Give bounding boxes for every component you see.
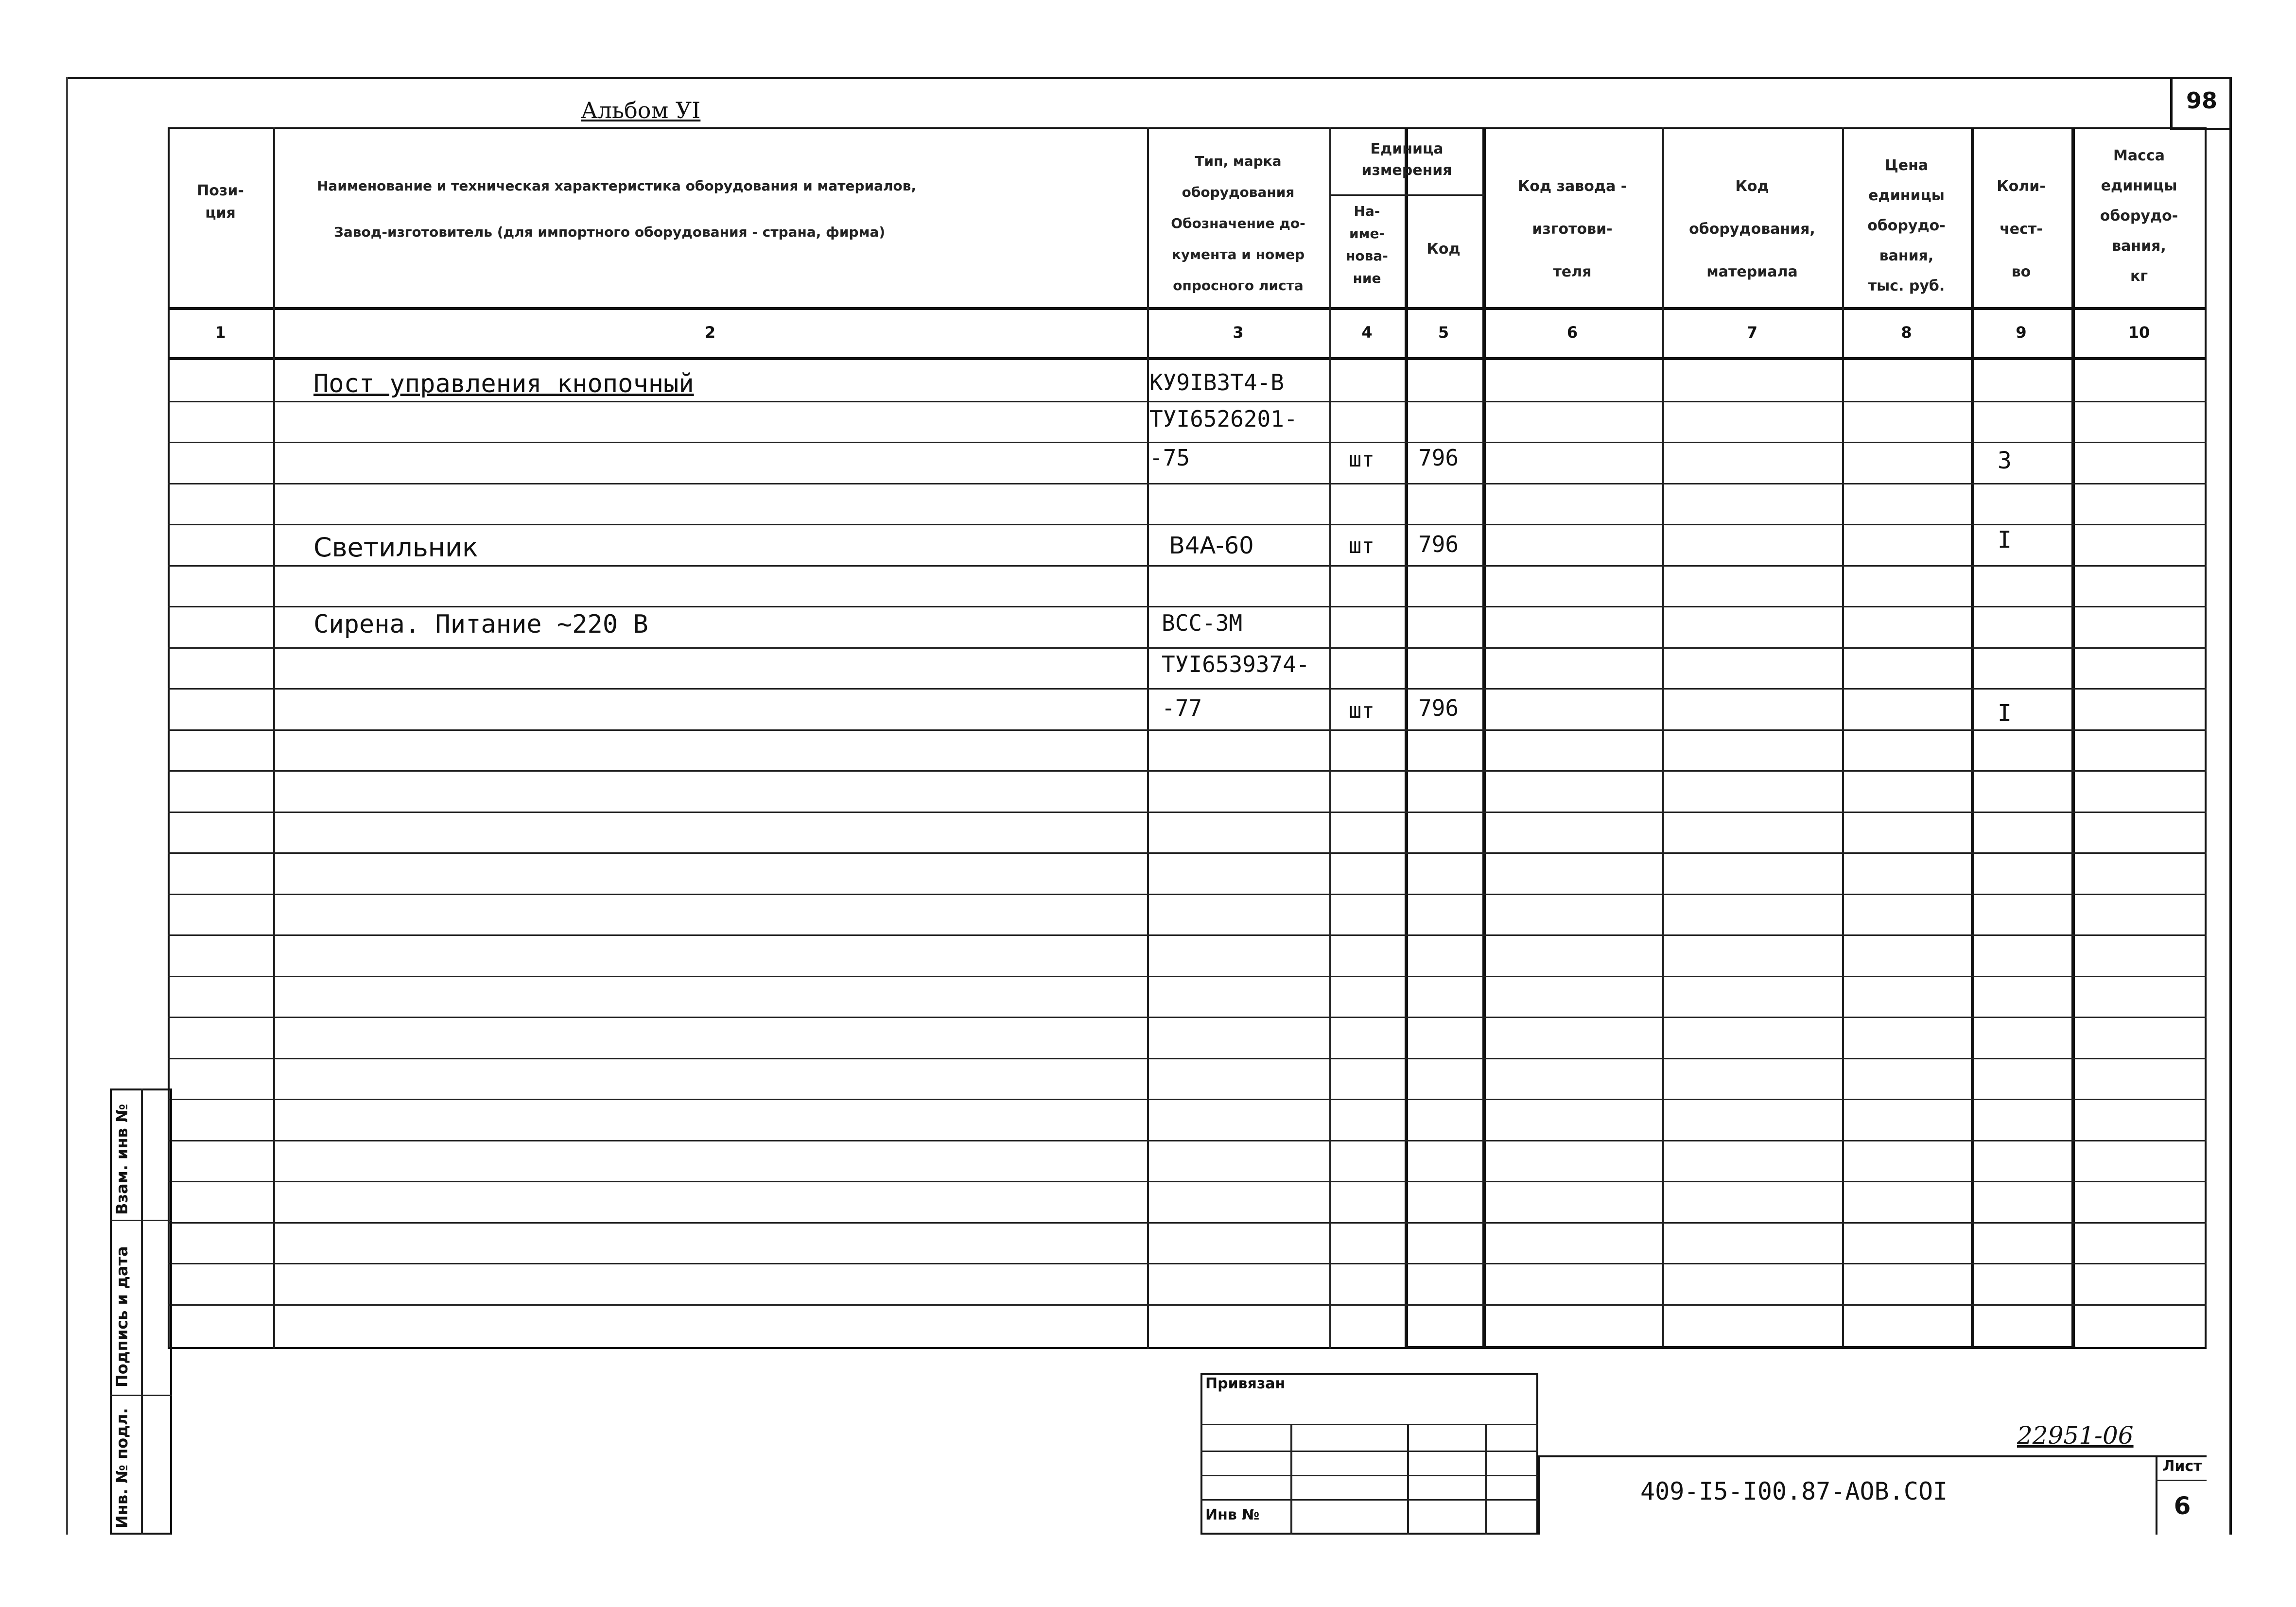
- privyazan-line-4: [1200, 1499, 1538, 1501]
- row-line: [168, 647, 2207, 649]
- col2-header-line1: Наименование и техническая характеристика оборудования и материалов,: [317, 178, 917, 194]
- col4-header: На- име- нова- ние: [1346, 203, 1388, 286]
- col-line-4: [1405, 127, 1408, 1349]
- row-1-name: Пост управления кнопочный: [313, 369, 694, 398]
- col5-header: Код: [1426, 241, 1461, 258]
- row-line: [168, 1263, 2207, 1264]
- row-5-qty: I: [1998, 526, 2012, 553]
- side-stamp-divider: [141, 1089, 143, 1535]
- colnum-5: 5: [1438, 323, 1449, 342]
- list-number: 6: [2174, 1492, 2191, 1520]
- row-line: [168, 976, 2207, 977]
- row-line: [168, 565, 2207, 567]
- row-9-type: -77: [1162, 695, 1202, 721]
- side-stamp-line-2: [110, 1395, 172, 1396]
- row-line: [168, 894, 2207, 895]
- row-2-type: ТУI6526201-: [1149, 406, 1298, 432]
- row-line: [168, 1222, 2207, 1224]
- row-line: [168, 1140, 2207, 1141]
- album-title: Альбом УI: [581, 97, 701, 123]
- col-line-1: [273, 127, 275, 1349]
- row-line: [168, 1058, 2207, 1059]
- side-inv-podl: Инв. № подл.: [113, 1408, 131, 1528]
- row-5-name: Светильник: [313, 532, 478, 563]
- col1-header: Пози- ция: [197, 182, 244, 222]
- col6-header: Код завода - изготови- теля: [1517, 178, 1627, 280]
- side-vzam: Взам. инв №: [113, 1104, 131, 1215]
- privyazan-line-1: [1200, 1424, 1538, 1425]
- col-line-8: [1971, 127, 1974, 1349]
- row-7-type: ВСС-ЗМ: [1162, 610, 1243, 636]
- col-line-9: [2071, 127, 2075, 1349]
- row-3-unit: шт: [1349, 447, 1374, 472]
- colnum-3: 3: [1233, 323, 1244, 342]
- privyazan-col-1: [1290, 1424, 1292, 1535]
- col-line-2: [1147, 127, 1149, 1349]
- row-5-type: В4А-60: [1169, 532, 1254, 559]
- col8-header: Цена единицы оборудо- вания, тыс. руб.: [1867, 157, 1946, 294]
- unit-group-split: [1329, 194, 1484, 196]
- handwritten-number: 22951-06: [2017, 1421, 2134, 1450]
- privyazan-line-2: [1200, 1451, 1538, 1452]
- row-line: [168, 934, 2207, 936]
- row-line: [168, 729, 2207, 731]
- col-line-6: [1662, 127, 1664, 1349]
- row-line: [168, 524, 2207, 525]
- side-podpis: Подпись и дата: [113, 1246, 131, 1387]
- row-5-unit: шт: [1349, 534, 1374, 558]
- row-line: [168, 1304, 2207, 1306]
- colnum-4: 4: [1361, 323, 1373, 342]
- body-bottom-thick: [1405, 1346, 2075, 1349]
- row-8-type: ТУI6539374-: [1162, 651, 1310, 677]
- row-line: [168, 812, 2207, 813]
- row-line: [168, 442, 2207, 443]
- doc-code: 409-I5-I00.87-АОВ.СОI: [1640, 1477, 1948, 1505]
- row-9-code: 796: [1418, 695, 1459, 721]
- col-line-7: [1842, 127, 1844, 1349]
- col10-header: Масса единицы оборудо- вания, кг: [2100, 147, 2178, 285]
- body-top-thick: [1405, 357, 2075, 360]
- row-line: [168, 852, 2207, 854]
- colnum-10: 10: [2128, 323, 2150, 342]
- row-line: [168, 1099, 2207, 1100]
- col9-header: Коли- чест- во: [1997, 178, 2046, 280]
- list-box-line: [2156, 1480, 2207, 1481]
- col2-header-line2: Завод-изготовитель (для импортного оборудования - страна, фирма): [334, 224, 886, 240]
- row-line: [168, 1017, 2207, 1018]
- colnum-9: 9: [2016, 323, 2027, 342]
- sheet-number-top: 98: [2186, 87, 2217, 114]
- privyazan-label: Привязан: [1205, 1375, 1286, 1392]
- row-line: [168, 401, 2207, 402]
- row-9-unit: шт: [1349, 698, 1374, 723]
- col-line-3: [1329, 127, 1331, 1349]
- header-bottom-line: [168, 307, 2207, 310]
- row-line: [168, 1181, 2207, 1182]
- colnum-1: 1: [215, 323, 226, 342]
- row-line: [168, 770, 2207, 772]
- col7-header: Код оборудования, материала: [1689, 178, 1815, 280]
- list-label: Лист: [2162, 1458, 2202, 1475]
- row-5-code: 796: [1418, 531, 1459, 557]
- inv-no-label: Инв №: [1205, 1506, 1260, 1523]
- unit-group-header: Единица измерения: [1361, 140, 1452, 179]
- row-9-qty: I: [1998, 700, 2012, 727]
- col-line-5: [1482, 127, 1486, 1349]
- row-3-code: 796: [1418, 445, 1459, 471]
- row-3-qty: З: [1998, 447, 2012, 474]
- row-line: [168, 688, 2207, 690]
- col3-header: Тип, марка оборудования Обозначение до- кумента и номер опросного листа: [1171, 153, 1305, 294]
- row-line: [168, 606, 2207, 607]
- colnum-6: 6: [1566, 323, 1578, 342]
- row-1-type: КУ9IВЗТ4-В: [1149, 369, 1284, 396]
- row-7-name: Сирена. Питание ~220 В: [313, 610, 648, 639]
- colnum-2: 2: [704, 323, 716, 342]
- colnum-8: 8: [1901, 323, 1912, 342]
- side-stamp-line-1: [110, 1220, 172, 1221]
- privyazan-line-3: [1200, 1475, 1538, 1476]
- row-line: [168, 483, 2207, 484]
- spec-table: [168, 127, 2207, 1349]
- outer-left-edge: [66, 77, 68, 1535]
- privyazan-col-2: [1407, 1424, 1409, 1535]
- privyazan-col-3: [1485, 1424, 1487, 1535]
- row-3-type: -75: [1149, 445, 1190, 471]
- colnum-7: 7: [1746, 323, 1758, 342]
